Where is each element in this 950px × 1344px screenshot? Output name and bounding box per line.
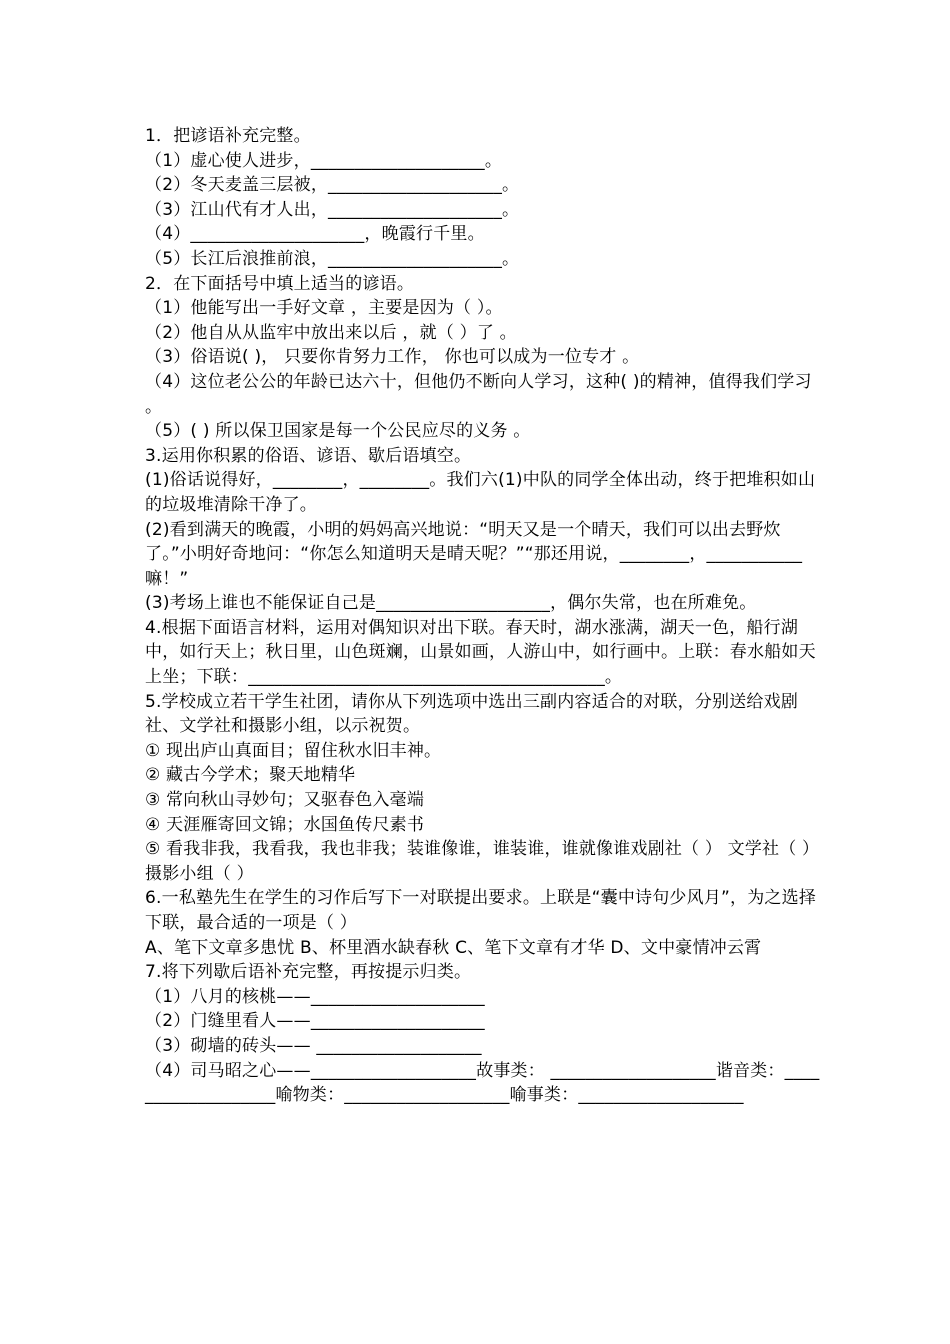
q7-item-3: （3）砌墙的砖头—— ___________________ bbox=[145, 1035, 482, 1056]
q2-item-1: （1）他能写出一手好文章 ，主要是因为（ ）。 bbox=[145, 298, 503, 319]
q3-item-1: (1)俗话说得好，________，________。我们六(1)中队的同学全体出动，终于把堆积如山的垃圾堆清除干净了。 bbox=[145, 470, 816, 515]
q7-item-2: （2）门缝里看人——____________________ bbox=[145, 1011, 485, 1032]
q3-heading: 3.运用你积累的俗语、谚语、歇后语填空。 bbox=[145, 445, 472, 466]
q7-item-4: （4）司马昭之心——___________________故事类： ___________________谐音类：___________________喻物类：___________________喻事类：___________________ bbox=[145, 1060, 820, 1106]
q1-item-5: （5）长江后浪推前浪，____________________。 bbox=[145, 248, 520, 269]
q2-item-3: （3）俗语说( )， 只要你肯努力工作， 你也可以成为一位专才 。 bbox=[145, 347, 640, 368]
q3-item-2: (2)看到满天的晚霞，小明的妈妈高兴地说：“明天又是一个晴天，我们可以出去野炊了。”小明好奇地问：“你怎么知道明天是晴天呢？”“那还用说，________，___________嘛！” bbox=[145, 519, 803, 589]
q5-option-3: ③ 常向秋山寻妙句；又驱春色入毫端 bbox=[145, 790, 425, 811]
q7-item-1: （1）八月的核桃——____________________ bbox=[145, 986, 485, 1007]
q2-item-5: （5）( ) 所以保卫国家是每一个公民应尽的义务 。 bbox=[145, 421, 531, 442]
q5-option-4: ④ 天涯雁寄回文锦；水国鱼传尺素书 bbox=[145, 814, 425, 835]
q2-item-2: （2）他自从从监牢中放出来以后 ，就（ ）了 。 bbox=[145, 322, 517, 343]
q1-item-3: （3）江山代有才人出，____________________。 bbox=[145, 199, 520, 220]
q5-option-5: ⑤ 看我非我，我看我，我也非我；装谁像谁，谁装谁，谁就像谁戏剧社（ ） 文学社（ ） 摄影小组（ ） bbox=[145, 839, 825, 884]
q5-heading: 5.学校成立若干学生社团，请你从下列选项中选出三副内容适合的对联，分别送给戏剧社、文学社和摄影小组，以示祝贺。 bbox=[145, 691, 799, 737]
q1-heading: 1．把谚语补充完整。 bbox=[145, 126, 311, 146]
q6-heading: 6.一私塾先生在学生的习作后写下一对联提出要求。上联是“囊中诗句少风月”，为之选择下联，最合适的一项是（ ） bbox=[145, 888, 817, 933]
q3-item-3: (3)考场上谁也不能保证自己是____________________，偶尔失常，也在所难免。 bbox=[145, 593, 757, 614]
q4-text: 4.根据下面语言材料，运用对偶知识对出下联。春天时，湖水涨满，湖天一色，船行湖中，如行天上；秋日里，山色斑斓，山景如画，人游山中，如行画中。上联：春水船如天上坐；下联：_________________________________________。 bbox=[145, 617, 816, 688]
q5-option-2: ② 藏古今学术；聚天地精华 bbox=[145, 765, 356, 786]
q6-options: A、笔下文章多患忧 B、杯里酒水缺春秋 C、笔下文章有才华 D、文中豪情冲云霄 bbox=[145, 937, 762, 958]
q1-item-1: （1）虚心使人进步，____________________。 bbox=[145, 150, 503, 171]
worksheet-body bbox=[145, 124, 825, 1108]
q2-item-4: （4）这位老公公的年龄已达六十，但他仍不断向人学习，这种( )的精神，值得我们学习 。 bbox=[145, 371, 818, 417]
q7-heading: 7.将下列歇后语补充完整，再按提示归类。 bbox=[145, 962, 472, 983]
q1-item-4: （4）____________________，晚霞行千里。 bbox=[145, 224, 485, 245]
q2-heading: 2．在下面括号中填上适当的谚语。 bbox=[145, 273, 415, 294]
q1-item-2: （2）冬天麦盖三层被，____________________。 bbox=[145, 175, 520, 196]
q5-option-1: ① 现出庐山真面目；留住秋水旧丰神。 bbox=[145, 740, 442, 761]
